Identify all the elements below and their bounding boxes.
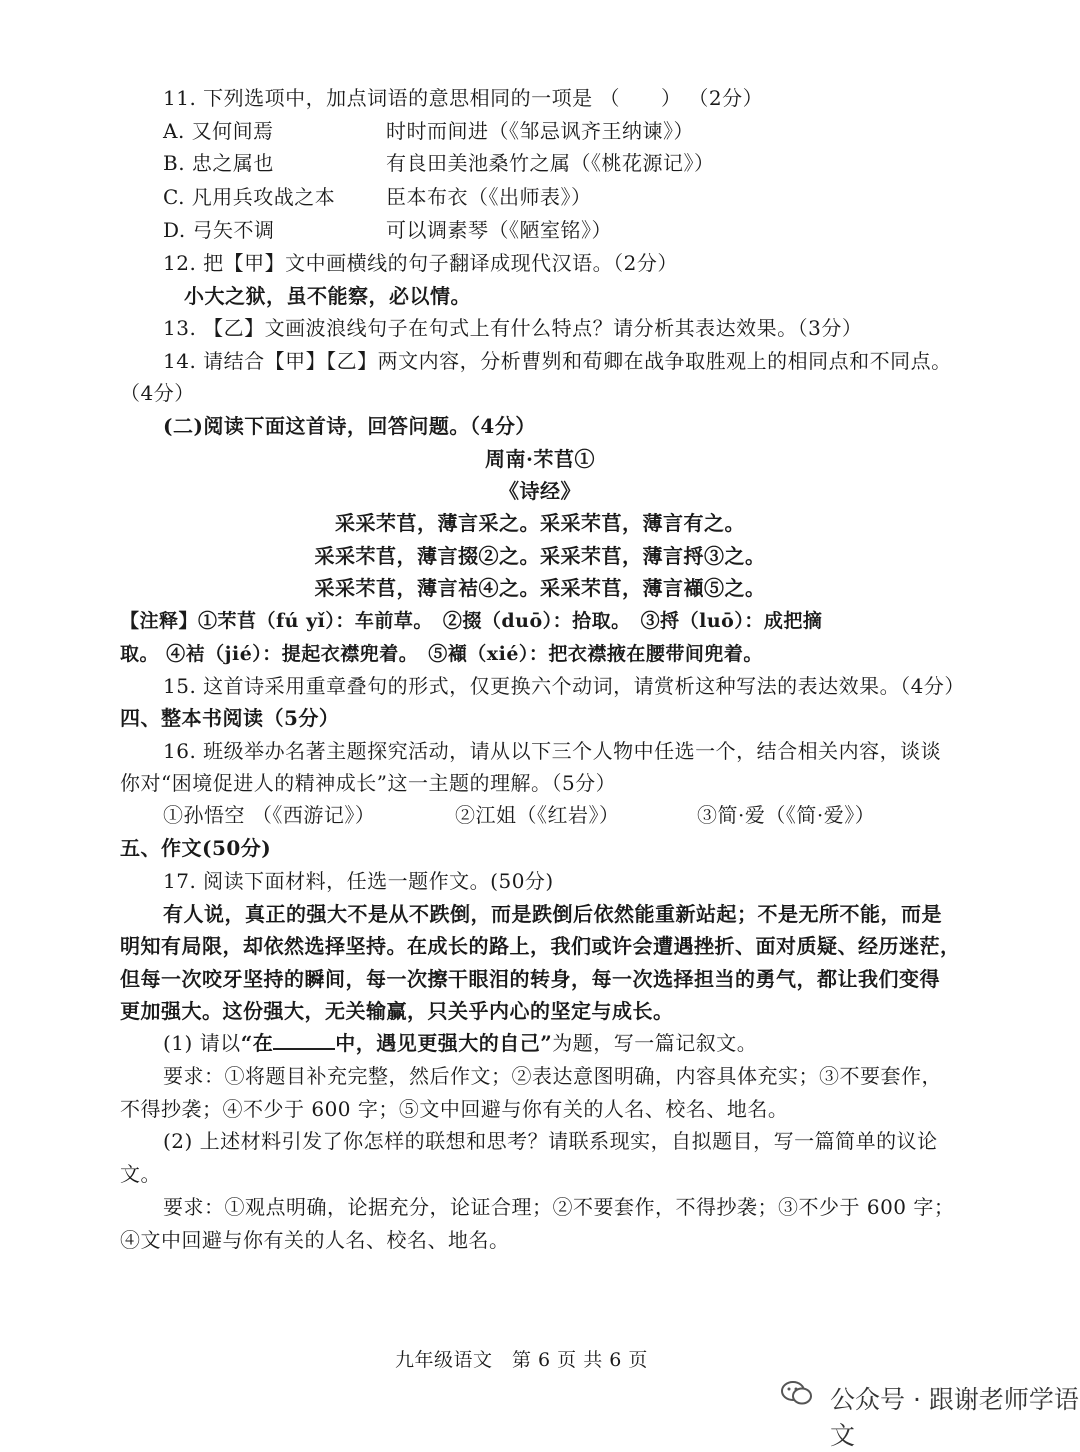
q17-stem: 17. 阅读下面材料，任选一题作文。(50分) bbox=[163, 869, 554, 893]
wechat-icon bbox=[780, 1379, 814, 1407]
q17-material: 明知有局限，却依然选择坚持。在成长的路上，我们或许会遭遇挫折、面对质疑、经历迷茫， bbox=[120, 934, 961, 958]
page-footer: 九年级语文 第 6 页 共 6 页 bbox=[395, 1349, 648, 1371]
poem-line: 采采芣苢，薄言袺④之。采采芣苢，薄言襭⑤之。 bbox=[314, 576, 766, 600]
q14-stem: 14. 请结合【甲】【乙】两文内容，分析曹刿和荀卿在战争取胜观上的相同点和不同点。 bbox=[163, 349, 952, 373]
poem-title: 周南·芣苢① bbox=[485, 447, 595, 471]
q14-score: （4分） bbox=[120, 381, 195, 405]
q11-option-a-left: A. 又何间焉 bbox=[163, 119, 274, 143]
poem-source: 《诗经》 bbox=[499, 479, 581, 503]
q16-line1: 16. 班级举办名著主题探究活动，请从以下三个人物中任选一个，结合相关内容，谈谈 bbox=[163, 739, 942, 763]
q16-choice: ③简·爱（《简·爱》） bbox=[697, 803, 876, 827]
q16-line2: 你对“困境促进人的精神成长”这一主题的理解。（5分） bbox=[120, 771, 617, 795]
q17-material: 有人说，真正的强大不是从不跌倒，而是跌倒后依然能重新站起；不是无所不能，而是 bbox=[163, 902, 942, 926]
q16-choice: ①孙悟空 （《西游记》） bbox=[163, 803, 376, 827]
q12-sentence: 小大之狱，虽不能察，必以情。 bbox=[184, 284, 471, 308]
q17-option-1-suffix: 为题，写一篇记叙文。 bbox=[552, 1031, 758, 1055]
q17-option-2: 文。 bbox=[120, 1162, 161, 1186]
q11-option-b-right: 有良田美池桑竹之属（《桃花源记》） bbox=[386, 151, 715, 175]
q17-requirements-2: ④文中回避与你有关的人名、校名、地名。 bbox=[120, 1228, 510, 1252]
poem-line: 采采芣苢，薄言掇②之。采采芣苢，薄言捋③之。 bbox=[314, 544, 766, 568]
q17-title-part-b: 中，遇见更强大的自己” bbox=[335, 1031, 553, 1055]
q17-option-1 bbox=[163, 1030, 757, 1056]
q17-option-1-prefix: (1) 请以 bbox=[163, 1031, 241, 1055]
q11-option-d-left: D. 弓矢不调 bbox=[163, 218, 275, 242]
q12-stem: 12. 把【甲】文中画横线的句子翻译成现代汉语。（2分） bbox=[163, 251, 678, 275]
q17-material: 但每一次咬牙坚持的瞬间，每一次擦干眼泪的转身，每一次选择担当的勇气，都让我们变得 bbox=[120, 967, 940, 991]
q16-choice: ②江姐（《红岩》） bbox=[455, 803, 620, 827]
poem-notes: 取。 ④袺（jié）：提起衣襟兜着。 ⑤襭（xié）：把衣襟掖在腰带间兜着。 bbox=[120, 643, 763, 665]
q17-material: 更加强大。这份强大，无关输赢，只关乎内心的坚定与成长。 bbox=[120, 999, 674, 1023]
watermark-account: 公众号 · 跟谢老师学语文 bbox=[830, 1385, 1079, 1450]
section-2-title: (二)阅读下面这首诗，回答问题。（4分） bbox=[163, 414, 536, 438]
poem-notes: 【注释】①芣苢（fú yǐ）：车前草。 ②掇（duō）：拾取。 ③捋（luō）：成把摘 bbox=[120, 610, 823, 632]
q13-stem: 13. 【乙】文画波浪线句子在句式上有什么特点？请分析其表达效果。（3分） bbox=[163, 316, 863, 340]
q17-requirements-2: 要求：①观点明确，论据充分，论证合理；②不要套作，不得抄袭；③不少于 600 字； bbox=[163, 1195, 955, 1219]
q17-requirements-1: 要求：①将题目补充完整，然后作文；②表达意图明确，内容具体充实；③不要套作， bbox=[163, 1064, 942, 1088]
poem-line: 采采芣苢，薄言采之。采采芣苢，薄言有之。 bbox=[335, 511, 745, 535]
q17-title-part-a: “在 bbox=[240, 1031, 274, 1055]
q17-requirements-1: 不得抄袭；④不少于 600 字；⑤文中回避与你有关的人名、校名、地名。 bbox=[120, 1097, 789, 1121]
q17-option-2: (2) 上述材料引发了你怎样的联想和思考？请联系现实，自拟题目，写一篇简单的议论 bbox=[163, 1129, 938, 1153]
fill-blank bbox=[273, 1030, 335, 1050]
section-5-title: 五、作文(50分) bbox=[120, 836, 272, 860]
q11-option-c-right: 臣本布衣（《出师表》） bbox=[386, 185, 592, 209]
section-4-title: 四、整本书阅读（5分） bbox=[120, 706, 340, 730]
q11-option-c-left: C. 凡用兵攻战之本 bbox=[163, 185, 336, 209]
q11-option-b-left: B. 忠之属也 bbox=[163, 151, 274, 175]
q15-stem: 15. 这首诗采用重章叠句的形式，仅更换六个动词，请赏析这种写法的表达效果。（4分） bbox=[163, 674, 965, 698]
q11-option-a-right: 时时而间进（《邹忌讽齐王纳谏》） bbox=[386, 119, 694, 143]
q11-stem: 11. 下列选项中，加点词语的意思相同的一项是 （ ） （2分） bbox=[163, 86, 764, 110]
q11-option-d-right: 可以调素琴（《陋室铭》） bbox=[386, 218, 612, 242]
